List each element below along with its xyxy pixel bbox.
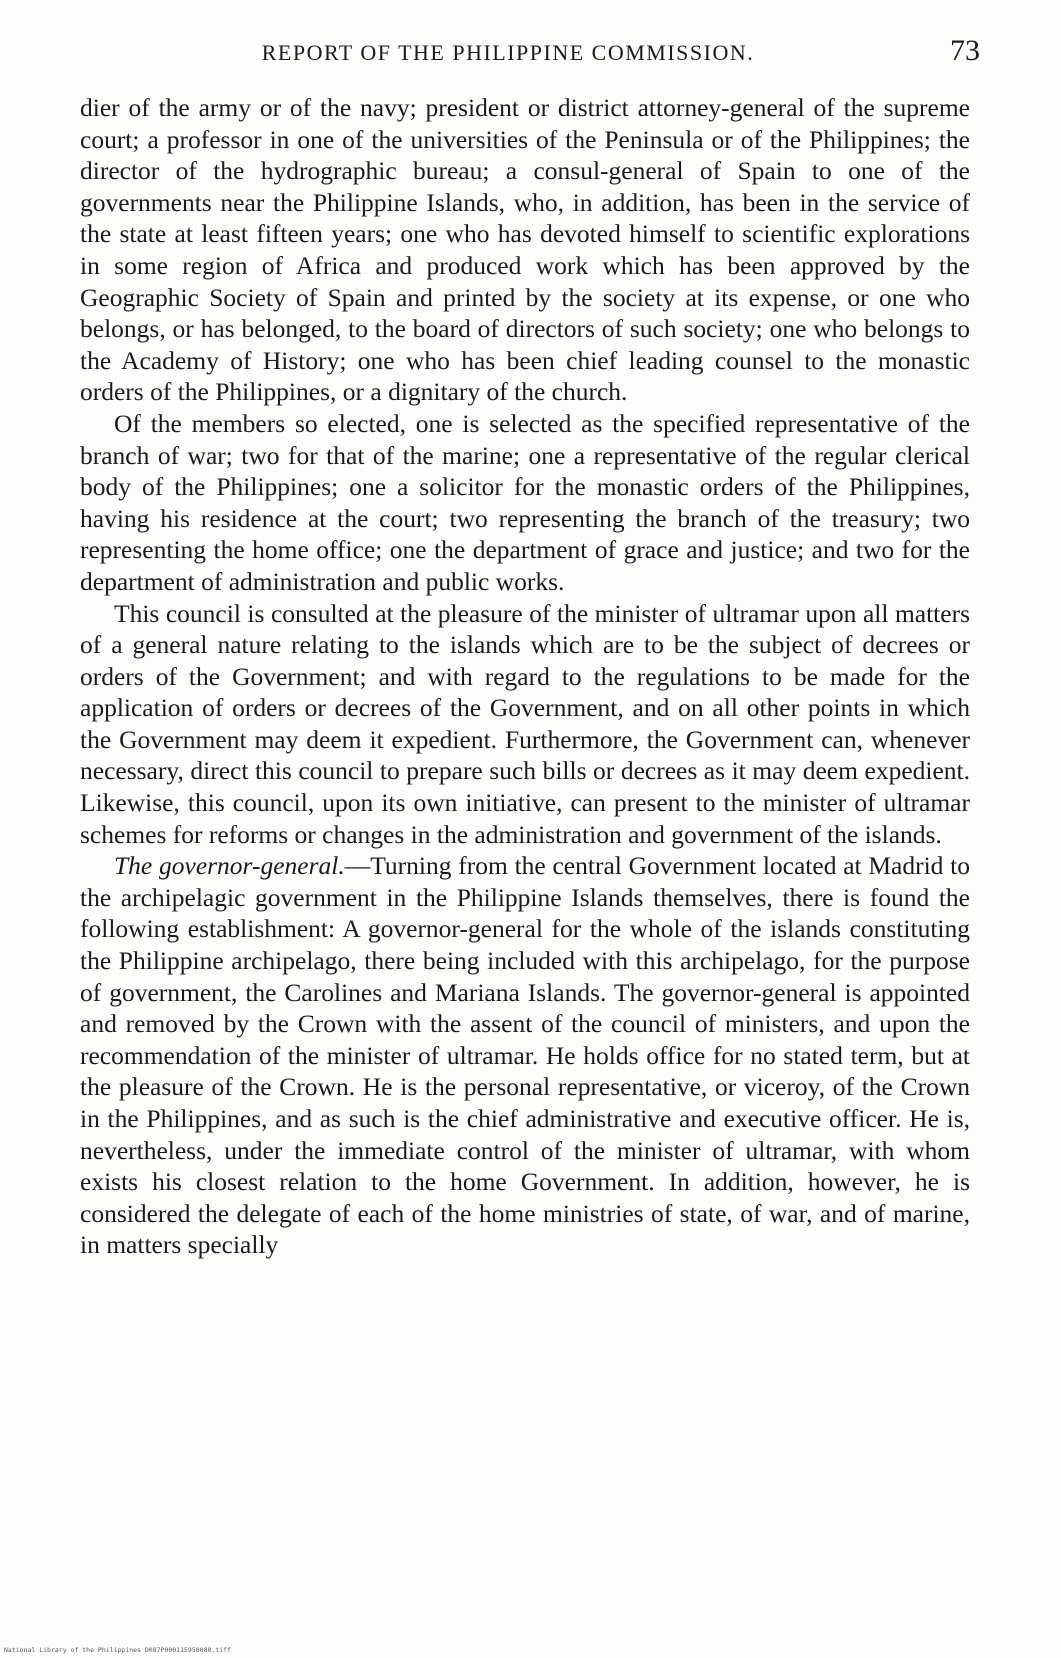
section-run-in-heading: The governor-general. <box>114 851 345 881</box>
scan-source-note: National Library of the Philippines D087P000115950080.tiff <box>4 1646 231 1654</box>
running-title: REPORT OF THE PHILIPPINE COMMISSION. <box>261 40 755 65</box>
paragraph-governor-general-text: —Turning from the central Government located at Madrid to the archipelagic government in the Philippine Islands themselves, there is found the following establishment: A governor-general for the whole of the islands constituting the Philippine archipelago, there being included with this archipelago, for the purpose of government, the Carolines and Mariana Islands. The governor-general is appointed and removed by the Crown with the assent of the council of ministers, and upon the recommendation of the minister of ultramar. He holds office for no stated term, but at the pleasure of the Crown. He is the personal representative, or viceroy, of the Crown in the Philippines, and as such is the chief administrative and executive officer. He is, nevertheless, under the immediate control of the minister of ultramar, with whom exists his closest relation to the home Government. In addition, however, he is considered the delegate of each of the home ministries of state, of war, and of marine, in matters specially <box>80 851 970 1260</box>
page-number: 73 <box>950 34 980 67</box>
paragraph-council-members: Of the members so elected, one is selected as the specified representative of the branch of war; two for that of the marine; one a representative of the regular clerical body of the Philippines; one a solicitor for the monastic orders of the Philippines, having his residence at the court; two representing the branch of the treasury; two representing the home office; one the department of grace and justice; and two for the department of administration and public works. <box>80 408 970 596</box>
paragraph-governor-general <box>80 850 970 1261</box>
body-text <box>80 92 970 1261</box>
paragraph-council-duties: This council is consulted at the pleasure of the minister of ultramar upon all matters of a general nature relating to the islands which are to be the subject of decrees or orders of the Government; and with regard to the regulations to be made for the application of orders or decrees of the Government, and on all other points in which the Government may deem it expedient. Furthermore, the Government can, whenever necessary, direct this council to prepare such bills or decrees as it may deem expedient. Likewise, this council, upon its own initiative, can present to the minister of ultramar schemes for reforms or changes in the administration and government of the islands. <box>80 598 970 849</box>
paragraph-continuation: dier of the army or of the navy; president or district attorney-general of the supreme court; a professor in one of the universities of the Peninsula or of the Philippines; the director of the hydrographic bureau; a consul-general of Spain to one of the governments near the Philippine Islands, who, in addition, has been in the service of the state at least fifteen years; one who has devoted himself to scientific explorations in some region of Africa and produced work which has been approved by the Geographic Society of Spain and printed by the society at its expense, or one who belongs, or has belonged, to the board of directors of such society; one who belongs to the Academy of History; one who has been chief leading counsel to the monastic orders of the Philippines, or a dignitary of the church. <box>80 93 970 407</box>
